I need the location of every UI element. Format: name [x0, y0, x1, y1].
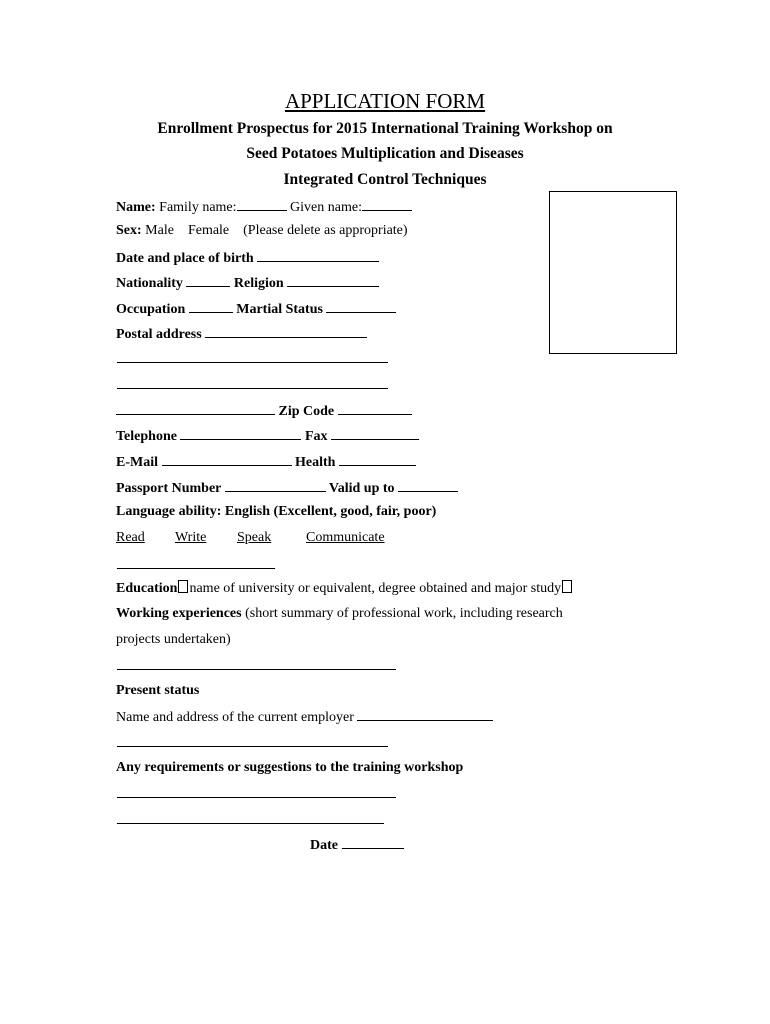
- fax-label: Fax: [304, 429, 328, 444]
- lang-write[interactable]: Write: [175, 530, 207, 545]
- marital-label: Martial Status: [236, 302, 323, 317]
- zip-row: [116, 401, 412, 421]
- language-skills-row: [116, 529, 398, 547]
- date-label: Date: [310, 838, 338, 853]
- lang-speak[interactable]: Speak: [237, 530, 272, 545]
- given-name-field[interactable]: [362, 197, 412, 211]
- family-name-label: Family name:: [159, 200, 237, 215]
- sex-row: [116, 222, 408, 240]
- employer-row: [116, 707, 493, 727]
- nationality-label: Nationality: [116, 276, 183, 291]
- photo-box[interactable]: [549, 191, 677, 354]
- work-row: [116, 605, 563, 623]
- language-label: Language ability: English (Excellent, good, fair, poor): [116, 504, 437, 519]
- bracket-open-icon: [178, 580, 188, 593]
- email-label: E-Mail: [116, 455, 158, 470]
- sex-label: Sex:: [116, 223, 142, 238]
- email-field[interactable]: [162, 452, 292, 466]
- passport-label: Passport Number: [116, 481, 222, 496]
- religion-field[interactable]: [287, 273, 379, 287]
- lang-read[interactable]: Read: [116, 530, 145, 545]
- postal-field[interactable]: [205, 324, 367, 338]
- dob-label: Date and place of birth: [116, 251, 254, 266]
- work-line[interactable]: [117, 669, 396, 670]
- zip-field[interactable]: [338, 401, 412, 415]
- education-row: [116, 580, 573, 598]
- occupation-row: [116, 299, 396, 319]
- subtitle-line-2: Seed Potatoes Multiplication and Diseases: [246, 145, 524, 162]
- postal-line-3[interactable]: [117, 388, 388, 389]
- present-status-label: Present status: [116, 683, 200, 698]
- postal-line-4[interactable]: [116, 401, 275, 415]
- fax-field[interactable]: [331, 426, 419, 440]
- postal-label: Postal address: [116, 327, 202, 342]
- date-row: [310, 835, 404, 855]
- employer-field[interactable]: [357, 707, 493, 721]
- requirements-line-2[interactable]: [117, 823, 384, 824]
- dob-row: [116, 248, 379, 268]
- education-label: Education: [116, 581, 178, 596]
- work-desc: (short summary of professional work, including research: [241, 606, 563, 621]
- employer-label: Name and address of the current employer: [116, 710, 354, 725]
- education-desc: name of university or equivalent, degree obtained and major study: [189, 581, 562, 596]
- telephone-field[interactable]: [180, 426, 301, 440]
- lang-communicate[interactable]: Communicate: [306, 530, 385, 545]
- nationality-field[interactable]: [186, 273, 230, 287]
- language-line[interactable]: [117, 568, 275, 569]
- valid-label: Valid up to: [328, 481, 395, 496]
- health-field[interactable]: [339, 452, 416, 466]
- marital-field[interactable]: [326, 299, 396, 313]
- name-label: Name:: [116, 200, 156, 215]
- valid-field[interactable]: [398, 478, 458, 492]
- email-row: [116, 452, 416, 472]
- given-name-label: Given name:: [290, 200, 362, 215]
- requirements-line-1[interactable]: [117, 797, 396, 798]
- bracket-close-icon: [562, 580, 572, 593]
- subtitle-line-1: Enrollment Prospectus for 2015 International Training Workshop on: [157, 120, 613, 137]
- dob-field[interactable]: [257, 248, 379, 262]
- sex-options[interactable]: Male Female (Please delete as appropriate): [145, 223, 408, 238]
- health-label: Health: [295, 455, 336, 470]
- page-title: APPLICATION FORM: [284, 89, 486, 113]
- postal-line-2[interactable]: [117, 362, 388, 363]
- subtitle-line-3: Integrated Control Techniques: [283, 171, 487, 188]
- nationality-row: [116, 273, 379, 293]
- name-row: [116, 197, 412, 217]
- work-label: Working experiences: [116, 606, 242, 621]
- postal-row: [116, 324, 367, 344]
- family-name-field[interactable]: [237, 197, 287, 211]
- date-field[interactable]: [342, 835, 404, 849]
- employer-line-2[interactable]: [117, 746, 388, 747]
- zip-label: Zip Code: [278, 404, 335, 419]
- passport-field[interactable]: [225, 478, 326, 492]
- occupation-label: Occupation: [116, 302, 186, 317]
- work-desc-2: projects undertaken): [116, 632, 231, 647]
- occupation-field[interactable]: [189, 299, 233, 313]
- telephone-label: Telephone: [116, 429, 177, 444]
- telephone-row: [116, 426, 419, 446]
- requirements-label: Any requirements or suggestions to the training workshop: [116, 760, 464, 775]
- religion-label: Religion: [233, 276, 284, 291]
- passport-row: [116, 478, 458, 498]
